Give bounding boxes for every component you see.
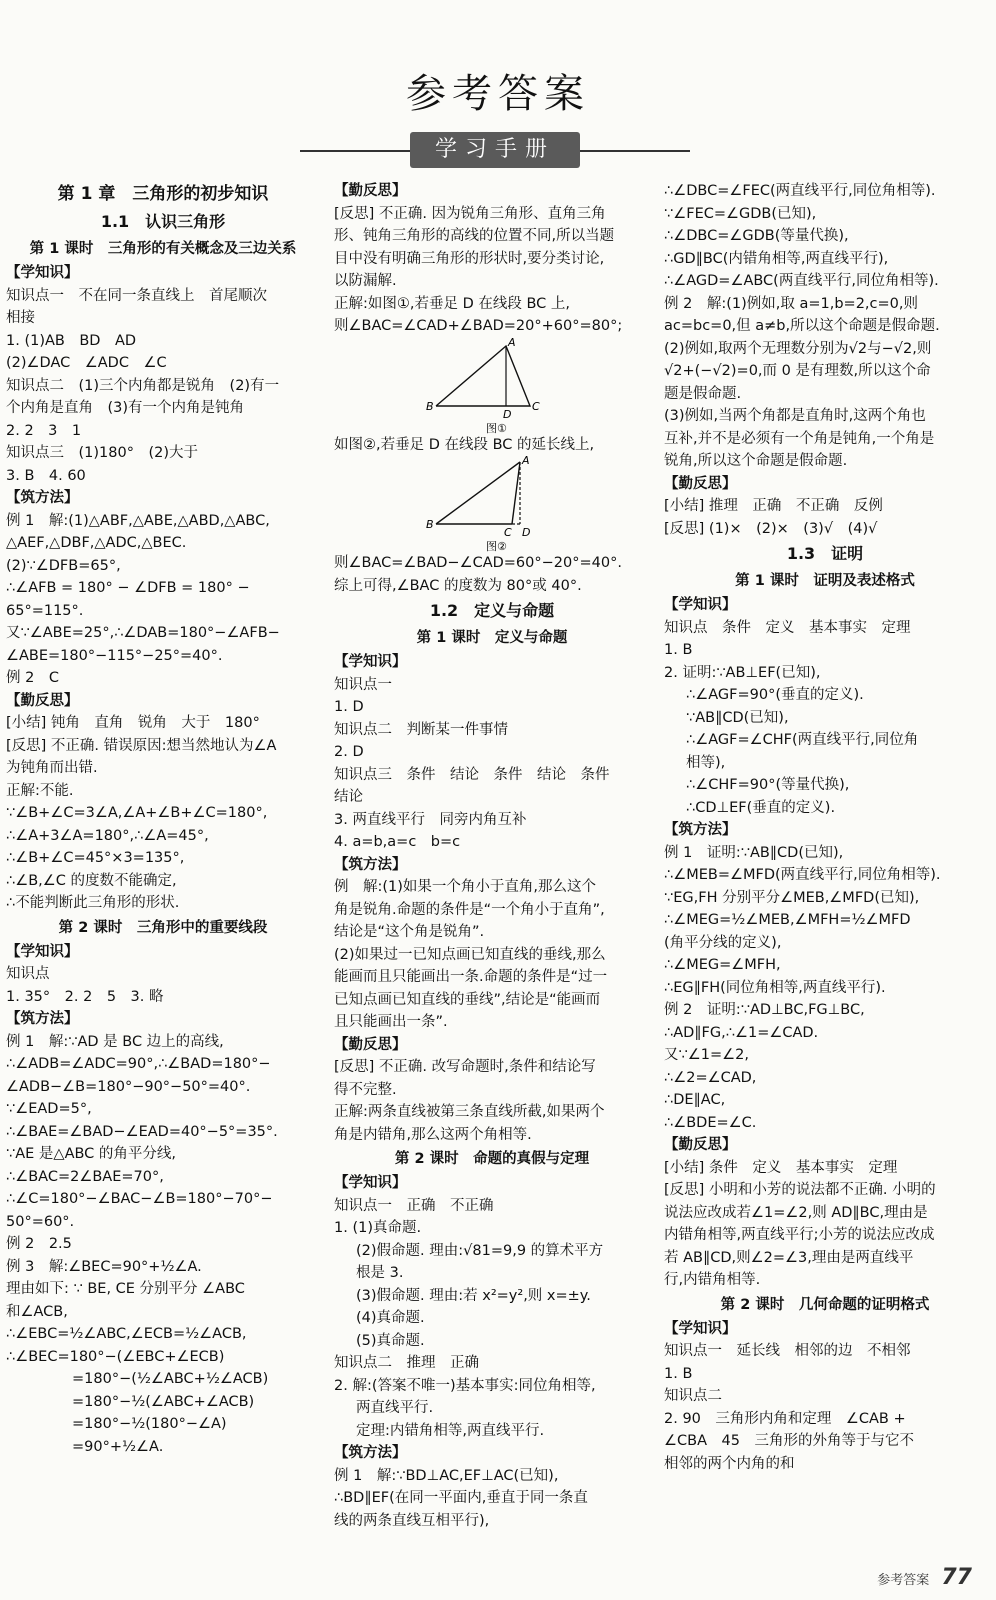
col1-line: 1. (1)AB BD AD — [6, 332, 137, 349]
col2c-line: 4. a=b,a=c b=c — [334, 834, 461, 850]
col2c-line: 【筑方法】 — [334, 856, 407, 873]
col2c-line: ∴BD∥EF(在同一平面内,垂直于同一条直 — [334, 1490, 588, 1506]
col1-line: ∴不能判断此三角形的形状. — [6, 895, 180, 911]
fig1-label-a: A — [508, 337, 516, 349]
col3-line: ∴∠BDE=∠C. — [664, 1114, 757, 1131]
col1-line: 2. 2 3 1 — [6, 422, 82, 439]
banner-rule-right — [580, 150, 690, 152]
col3-line: ac=bc=0,但 a≠b,所以这个命题是假命题. — [664, 318, 940, 334]
col3-line: (角平分线的定义), — [664, 934, 782, 951]
col3-line: √2+(−√2)=0,而 0 是有理数,所以这个命 — [664, 363, 931, 379]
figure-2 — [334, 456, 650, 552]
col3-line: 互补,并不是必须有一个角是钝角,一个角是 — [664, 430, 935, 447]
col2c-line: 角是锐角.命题的条件是“一个角小于直角”, — [334, 901, 605, 918]
col2c-line: 结论是“这个角是锐角”. — [334, 924, 485, 940]
col1-line: 第 1 课时 三角形的有关概念及三边关系 — [29, 241, 297, 257]
col2c-line: 且只能画出一条”. — [334, 1014, 448, 1030]
col2c-line: 综上可得,∠BAC 的度数为 80°或 40°. — [334, 577, 582, 594]
col3-line: 【筑方法】 — [664, 822, 737, 838]
fig1-caption: 图① — [486, 421, 507, 434]
col3-line: 知识点 条件 定义 基本事实 定理 — [664, 619, 911, 636]
col3-line: 1. B — [664, 1365, 693, 1382]
col3-line: 内错角相等,两直线平行;小芳的说法应改成 — [664, 1227, 935, 1243]
fig1-label-b: B — [426, 399, 434, 413]
col2c-line: [反思] 不正确. 改写命题时,条件和结论写 — [334, 1059, 596, 1075]
col2c-line: 定理:内错角相等,两直线平行. — [356, 1422, 545, 1439]
col2c-line: 1.2 定义与命题 — [429, 601, 555, 620]
col2c-line: 【学知识】 — [334, 1175, 407, 1191]
col2c-line: 第 2 课时 命题的真假与定理 — [394, 1151, 590, 1167]
col2c-line: 例 解:(1)如果一个角小于直角,那么这个 — [334, 879, 597, 895]
col2c-line: 知识点三 条件 结论 条件 结论 条件 — [334, 766, 610, 783]
col3-line: 例 1 证明:∵AB∥CD(已知), — [664, 844, 844, 861]
col3-line: (2)例如,取两个无理数分别为√2与−√2,则 — [664, 340, 932, 357]
answer-column-3 — [664, 180, 986, 1475]
page-footer — [877, 1565, 972, 1590]
col3-line: [反思] (1)× (2)× (3)√ (4)√ — [664, 520, 878, 537]
col2c-line: (5)真命题. — [356, 1332, 425, 1349]
col1-line: 第 2 课时 三角形中的重要线段 — [58, 919, 268, 936]
col2c-line: 【筑方法】 — [334, 1445, 407, 1461]
col3-line: ∴∠AGD=∠ABC(两直线平行,同位角相等). — [664, 273, 939, 289]
col2b-line: 如图②,若垂足 D 在线段 BC 的延长线上, — [334, 436, 595, 453]
fig2-caption: 图② — [486, 540, 507, 552]
col1-line: ∴∠B,∠C 的度数不能确定, — [6, 872, 177, 889]
col3-line: ∵AB∥CD(已知), — [686, 709, 789, 726]
col3-line: 例 2 证明:∵AD⊥BC,FG⊥BC, — [664, 1002, 865, 1018]
col1-line: 1.1 认识三角形 — [100, 212, 226, 231]
col1-line: 知识点 — [6, 966, 50, 982]
col2c-line: 角是内错角,那么这两个角相等. — [334, 1126, 532, 1143]
col3-line: 2. 90 三角形内角和定理 ∠CAB + — [664, 1410, 906, 1427]
col2a-line: 形、钝角三角形的高线的位置不同,所以当题 — [334, 228, 615, 244]
col3-line: ∴CD⊥EF(垂直的定义). — [686, 799, 836, 816]
col1-line: ∠ADB−∠B=180°−90°−50°=40°. — [6, 1078, 251, 1095]
col1-line: =90°+½∠A. — [72, 1438, 164, 1455]
col3-line: ∠CBA 45 三角形的外角等于与它不 — [664, 1433, 914, 1449]
col2c-line: 结论 — [334, 789, 363, 805]
col3-line: 知识点一 延长线 相邻的边 不相邻 — [664, 1343, 911, 1359]
col1-line: (2)∵∠DFB=65°, — [6, 557, 121, 574]
col3-line: 【学知识】 — [664, 597, 737, 613]
col1-line: ∴∠BEC=180°−(∠EBC+∠ECB) — [6, 1348, 225, 1365]
col1-line: 65°=115°. — [6, 602, 84, 619]
col2a-line: 【勤反思】 — [334, 183, 407, 199]
col1-line: 例 2 2.5 — [6, 1236, 72, 1252]
col3-line: 第 1 课时 证明及表述格式 — [735, 573, 915, 589]
col1-line: ∴∠EBC=½∠ABC,∠ECB=½∠ACB, — [6, 1326, 247, 1342]
col3-line: 若 AB∥CD,则∠2=∠3,理由是两直线平 — [664, 1249, 914, 1266]
col1-line: 又∵∠ABE=25°,∴∠DAB=180°−∠AFB− — [6, 625, 280, 641]
col1-line: 50°=60°. — [6, 1213, 75, 1230]
col1-line: 知识点三 (1)180° (2)大于 — [6, 445, 199, 461]
col2c-line: 两直线平行. — [356, 1400, 434, 1416]
col2a-line: 正解:如图①,若垂足 D 在线段 BC 上, — [334, 295, 571, 312]
col3-line: [小结] 推理 正确 不正确 反例 — [664, 498, 883, 514]
col2c-line: 知识点二 推理 正确 — [334, 1355, 479, 1371]
col1-line: 【筑方法】 — [6, 1011, 79, 1027]
col1-line: 例 1 解:∵AD 是 BC 边上的高线, — [6, 1033, 224, 1050]
fig2-label-c: C — [504, 526, 512, 539]
col2c-line: (4)真命题. — [356, 1310, 425, 1326]
fig1-label-c: C — [532, 399, 540, 413]
col3-line: 第 2 课时 几何命题的证明格式 — [720, 1296, 930, 1313]
col3-line: 相邻的两个内角的和 — [664, 1455, 795, 1472]
page-number: 77 — [941, 1565, 972, 1590]
section-banner — [300, 132, 700, 172]
col3-line: ∴∠DBC=∠FEC(两直线平行,同位角相等). — [664, 183, 936, 199]
col2c-line: 线的两条直线互相平行), — [334, 1512, 490, 1529]
col3-line: ∴∠AGF=∠CHF(两直线平行,同位角 — [686, 732, 919, 748]
col1-line: ∴∠BAC=2∠BAE=70°, — [6, 1168, 164, 1185]
col1-line: 知识点一 不在同一条直线上 首尾顺次 — [6, 287, 267, 304]
col3-line: 1.3 证明 — [786, 544, 864, 563]
col3-line: 题是假命题. — [664, 385, 742, 402]
col2c-line: 第 1 课时 定义与命题 — [416, 630, 568, 646]
col2c-line: 【勤反思】 — [334, 1036, 407, 1053]
col1-line: ∴∠BAE=∠BAD−∠EAD=40°−5°=35°. — [6, 1123, 278, 1140]
col3-line: [小结] 条件 定义 基本事实 定理 — [664, 1159, 898, 1176]
col2c-line: 根是 3. — [356, 1265, 404, 1281]
col3-line: 知识点二 — [664, 1388, 722, 1404]
footer-label: 参考答案 — [877, 1573, 930, 1588]
col2c-line: 【学知识】 — [334, 654, 407, 670]
col2c-line: 1. (1)真命题. — [334, 1220, 422, 1236]
col2c-line: 知识点一 正确 不正确 — [334, 1197, 494, 1214]
col1-line: ∴∠AFB = 180° − ∠DFB = 180° − — [6, 580, 250, 596]
page-title: 参考答案 — [406, 71, 590, 117]
banner-label: 学习手册 — [410, 132, 580, 168]
col2c-line: 则∠BAC=∠BAD−∠CAD=60°−20°=40°. — [334, 555, 622, 571]
col2c-line: 得不完整. — [334, 1081, 397, 1098]
col3-line: 又∵∠1=∠2, — [664, 1047, 749, 1063]
col3-line: 说法应改成若∠1=∠2,则 AD∥BC,理由是 — [664, 1204, 928, 1221]
col1-line: 【学知识】 — [6, 265, 79, 281]
answer-column-1 — [6, 180, 320, 1458]
col3-line: ∴∠DBC=∠GDB(等量代换), — [664, 228, 849, 244]
col2c-line: 知识点二 判断某一件事情 — [334, 721, 508, 738]
col1-line: 知识点二 (1)三个内角都是锐角 (2)有一 — [6, 377, 280, 394]
col1-line: ∵∠EAD=5°, — [6, 1101, 92, 1117]
col1-line: 正解:不能. — [6, 782, 74, 799]
answer-column-2 — [334, 180, 650, 1532]
fig1-label-d: D — [503, 407, 512, 421]
col1-line: 第 1 章 三角形的初步知识 — [57, 184, 269, 204]
col1-line: ∴∠C=180°−∠BAC−∠B=180°−70°− — [6, 1191, 273, 1207]
col3-line: 锐角,所以这个命题是假命题. — [664, 453, 848, 469]
col2c-line: 3. 两直线平行 同旁内角互补 — [334, 811, 527, 828]
col3-line: (3)例如,当两个角都是直角时,这两个角也 — [664, 408, 926, 424]
col2c-line: 正解:两条直线被第三条直线所截,如果两个 — [334, 1104, 605, 1120]
col3-line: 2. 证明:∵AB⊥EF(已知), — [664, 664, 821, 681]
col1-line: [小结] 钝角 直角 锐角 大于 180° — [6, 715, 260, 731]
col1-line: ∴∠B+∠C=45°×3=135°, — [6, 850, 185, 866]
col1-line: =180°−½(180°−∠A) — [72, 1416, 227, 1432]
col1-line: 相接 — [6, 310, 35, 326]
col2c-line: 2. 解:(答案不唯一)基本事实:同位角相等, — [334, 1377, 596, 1394]
col1-line: 例 3 解:∠BEC=90°+½∠A. — [6, 1258, 202, 1275]
col1-line: ∴∠ADB=∠ADC=90°,∴∠BAD=180°− — [6, 1056, 271, 1072]
col3-line: 行,内错角相等. — [664, 1272, 761, 1288]
col1-line: 理由如下: ∵ BE, CE 分别平分 ∠ABC — [6, 1281, 245, 1297]
col3-line: 1. B — [664, 642, 693, 658]
col1-line: 1. 35° 2. 2 5 3. 略 — [6, 988, 164, 1005]
col1-line: 【勤反思】 — [6, 692, 79, 709]
col1-line: △AEF,△DBF,△ADC,△BEC. — [6, 535, 187, 551]
col1-line: 和∠ACB, — [6, 1303, 68, 1320]
col3-line: 例 2 解:(1)例如,取 a=1,b=2,c=0,则 — [664, 295, 918, 312]
col3-line: ∴GD∥BC(内错角相等,两直线平行), — [664, 250, 889, 267]
col3-line: 【勤反思】 — [664, 475, 737, 492]
col3-line: 相等), — [686, 754, 726, 771]
col3-line: 【学知识】 — [664, 1320, 737, 1337]
col2c-line: 知识点一 — [334, 676, 392, 693]
col2a-line: 则∠BAC=∠CAD+∠BAD=20°+60°=80°; — [334, 318, 623, 334]
col2a-line: 以防漏解. — [334, 273, 397, 289]
col1-line: 个内角是直角 (3)有一个内角是钝角 — [6, 400, 245, 416]
col2c-line: 1. D — [334, 699, 364, 715]
col3-line: ∴∠AGF=90°(垂直的定义). — [686, 687, 864, 703]
col3-line: ∴∠2=∠CAD, — [664, 1069, 757, 1086]
col1-line: ∵AE 是△ABC 的角平分线, — [6, 1146, 177, 1162]
col2c-line: (2)如果过一已知点画已知直线的垂线,那么 — [334, 946, 606, 963]
col2a-line: [反思] 不正确. 因为锐角三角形、直角三角 — [334, 205, 606, 222]
col3-line: ∴∠CHF=90°(等量代换), — [686, 777, 850, 793]
col1-line: 【筑方法】 — [6, 490, 79, 506]
col3-line: ∴EG∥FH(同位角相等,两直线平行). — [664, 979, 886, 996]
col3-line: ∴AD∥FG,∴∠1=∠CAD. — [664, 1024, 819, 1041]
col3-line: ∵EG,FH 分别平分∠MEB,∠MFD(已知), — [664, 889, 920, 906]
col1-line: 【学知识】 — [6, 943, 79, 960]
fig2-label-a: A — [522, 456, 530, 467]
col3-line: ∵∠FEC=∠GDB(已知), — [664, 205, 817, 222]
col2c-line: 已知点画已知直线的垂线”,结论是“能画而 — [334, 991, 601, 1008]
col1-line: 例 2 C — [6, 670, 59, 686]
figure-1 — [334, 338, 650, 434]
banner-rule-left — [300, 150, 410, 152]
fig2-label-d: D — [522, 526, 531, 539]
col1-line: 例 1 解:(1)△ABF,△ABE,△ABD,△ABC, — [6, 512, 270, 529]
col3-line: [反思] 小明和小芳的说法都不正确. 小明的 — [664, 1182, 936, 1198]
col1-line: ∴∠A+3∠A=180°,∴∠A=45°, — [6, 827, 209, 844]
col1-line: ∵∠B+∠C=3∠A,∠A+∠B+∠C=180°, — [6, 805, 268, 821]
col1-line: =180°−(½∠ABC+½∠ACB) — [72, 1371, 269, 1387]
col3-line: ∴∠MEG=½∠MEB,∠MFH=½∠MFD — [664, 912, 911, 928]
col2c-line: (3)假命题. 理由:若 x²=y²,则 x=±y. — [356, 1287, 591, 1304]
col2c-line: 例 1 解:∵BD⊥AC,EF⊥AC(已知), — [334, 1467, 559, 1484]
fig2-label-b: B — [426, 518, 434, 531]
col3-line: 【勤反思】 — [664, 1137, 737, 1153]
col3-line: ∴∠MEB=∠MFD(两直线平行,同位角相等). — [664, 867, 941, 883]
col2c-line: 能画而且只能画出一条.命题的条件是“过一 — [334, 969, 608, 985]
col1-line: 为钝角而出错. — [6, 760, 98, 776]
col2c-line: (2)假命题. 理由:√81=9,9 的算术平方 — [356, 1242, 604, 1259]
col1-line: ∠ABE=180°−115°−25°=40°. — [6, 647, 223, 664]
col2c-line: 2. D — [334, 744, 364, 760]
col1-line: (2)∠DAC ∠ADC ∠C — [6, 355, 167, 371]
col1-line: [反思] 不正确. 错误原因:想当然地认为∠A — [6, 737, 277, 754]
col2a-line: 目中没有明确三角形的形状时,要分类讨论, — [334, 250, 605, 267]
col1-line: 3. B 4. 60 — [6, 467, 86, 484]
col3-line: ∴∠MEG=∠MFH, — [664, 957, 781, 973]
col1-line: =180°−½(∠ABC+∠ACB) — [72, 1393, 255, 1410]
col3-line: ∴DE∥AC, — [664, 1092, 726, 1108]
